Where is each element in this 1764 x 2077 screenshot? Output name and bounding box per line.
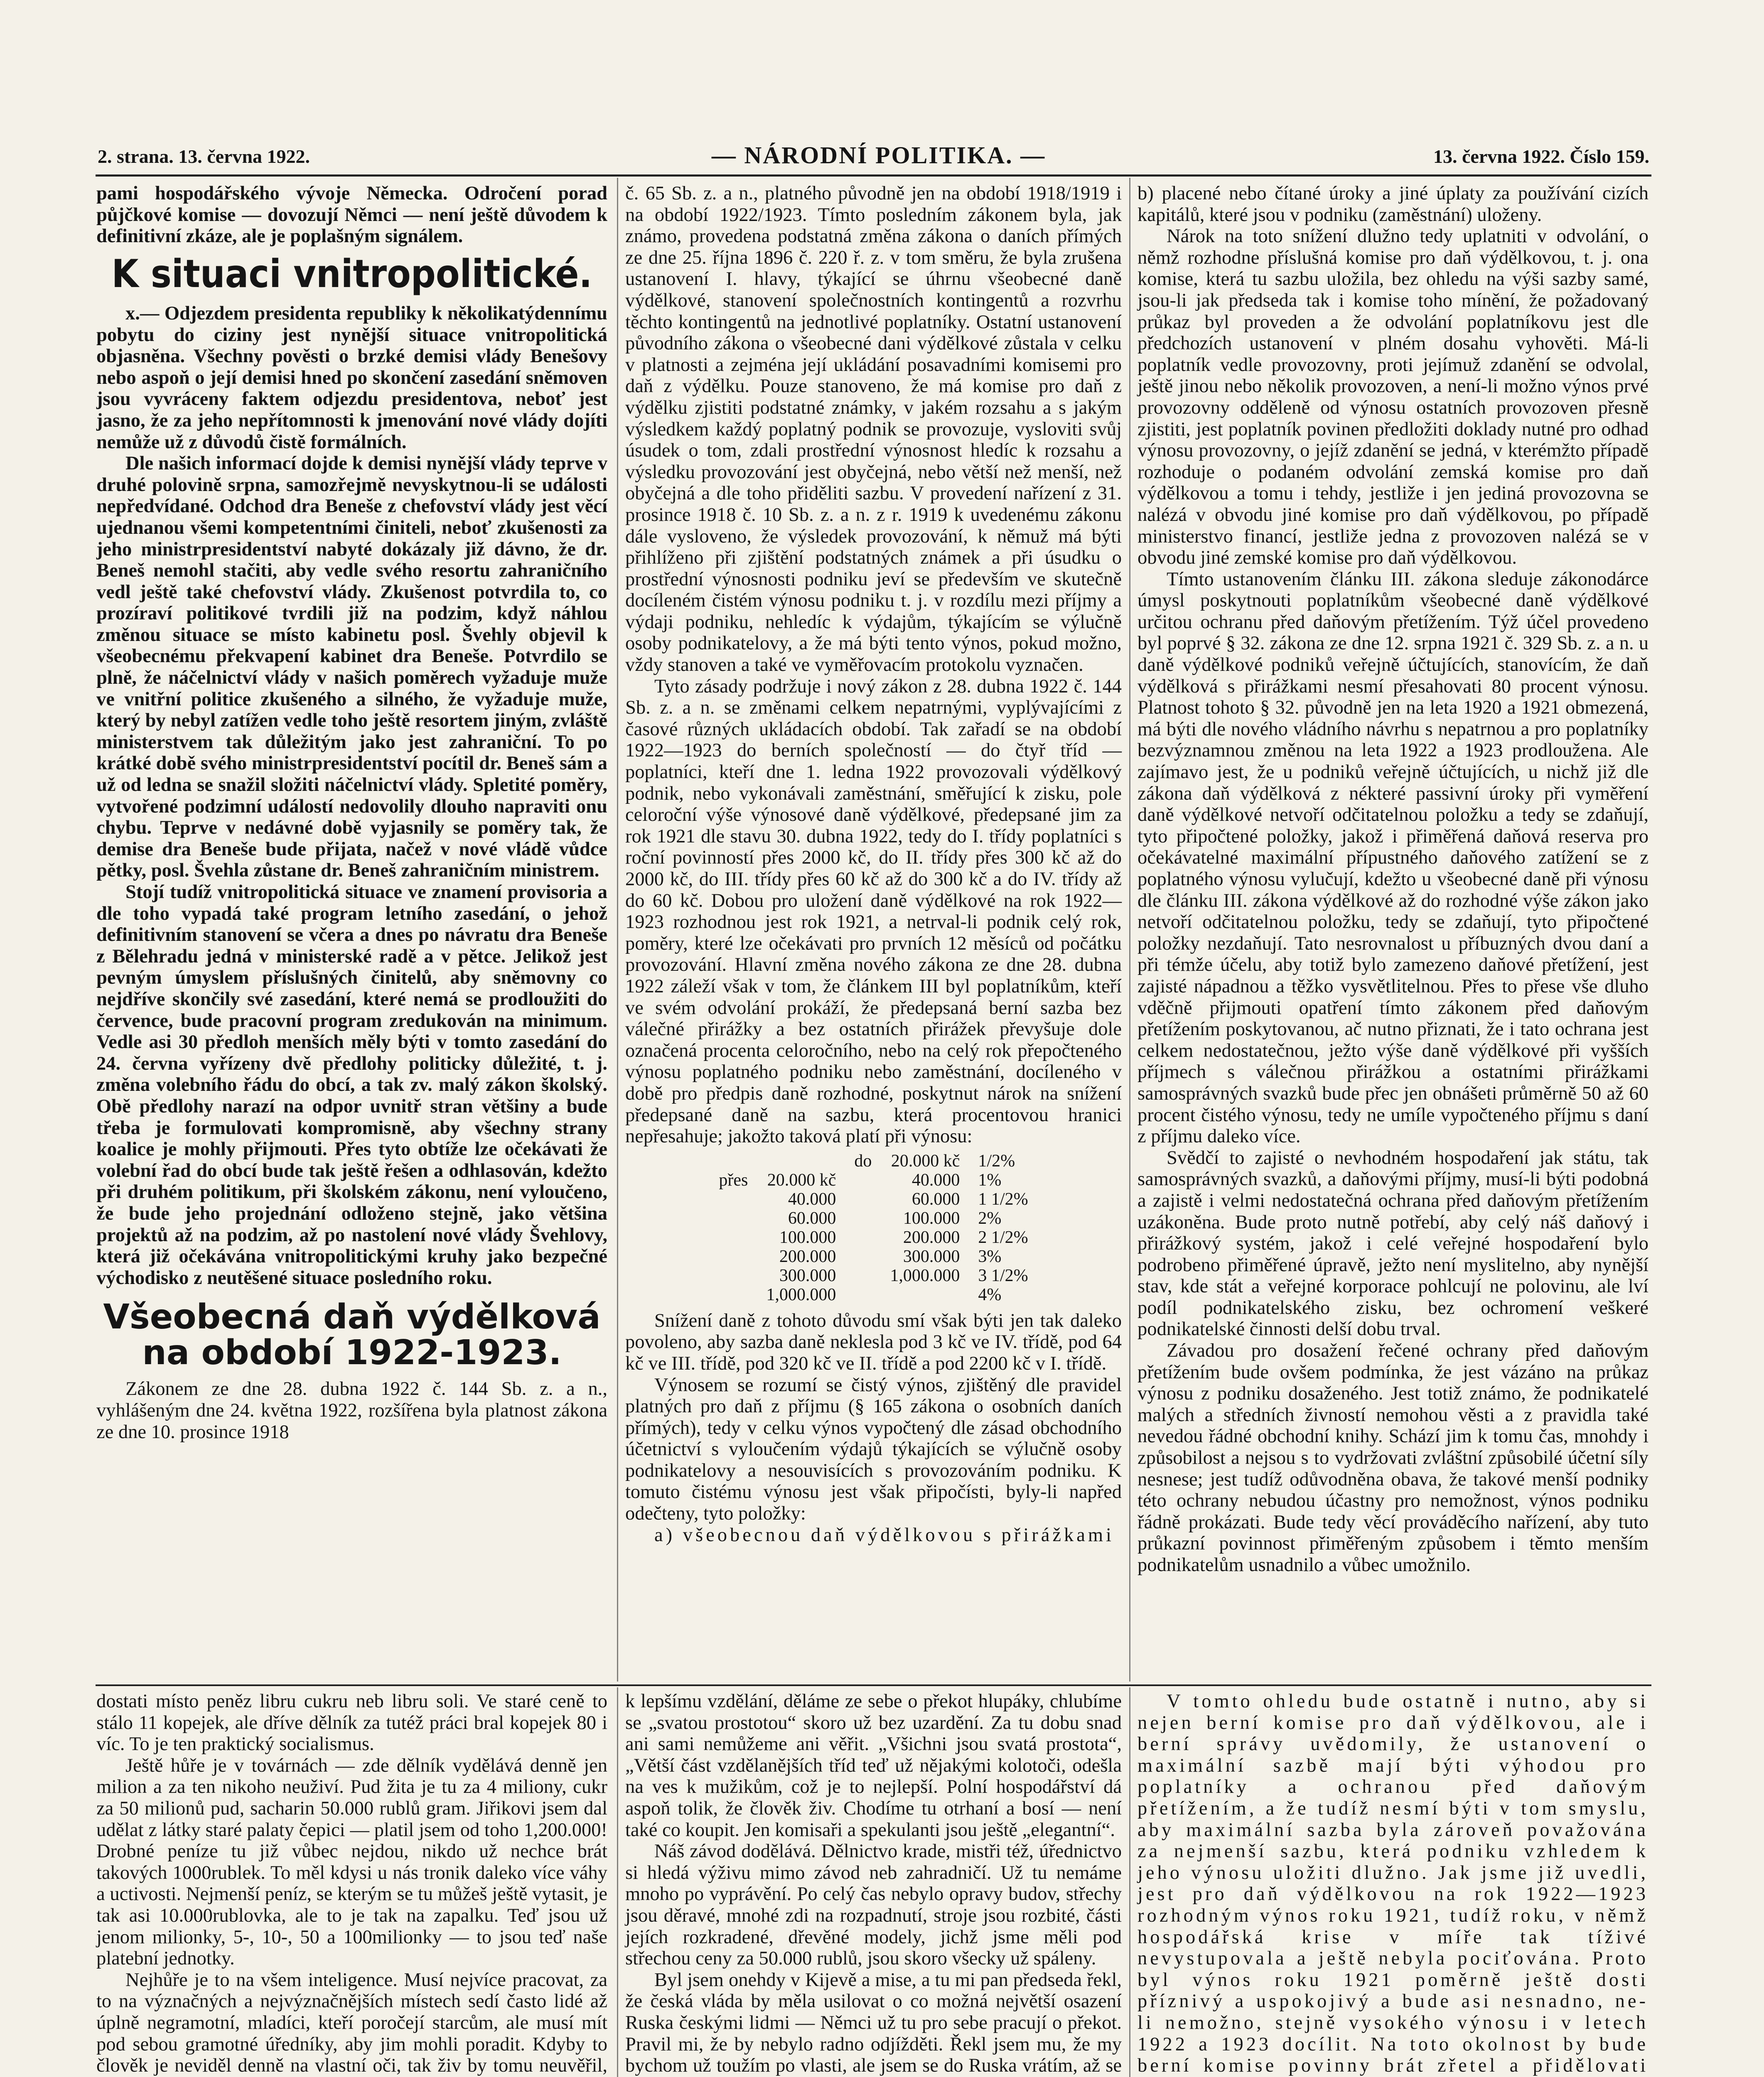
paragraph: Náš závod dodělává. Dělnictvo krade, mistři též, úřednictvo si hledá výživu mimo závod neb zahradničí. Už tu nemáme mnoho po vyprávění. Po celý čas nebylo opravy budov, střechy jsou děravé, mnohé zdi na rozpadnutí, stroje jsou rozbité, části jejích rozkradené, dřevěné modely, jichž jsme měli pod střechou ceny za 50.000 rublů, jsou skoro všecky už spáleny. — [625, 1841, 1122, 1969]
rate-cell — [710, 1209, 757, 1228]
rate-row — [710, 1190, 1037, 1209]
paragraph: Stojí tudíž vnitropolitická situace ve znamení provisoria a dle toho vypadá také program letního zasedání, o jehož definitivním stanovení se včera a dnes po návratu dra Beneše z Bělehradu jedná v ministerské radě a v pětce. Jelikož jest pevným úmyslem příslušných činitelů, aby sněmovny co nejdříve skončily své zasedání, které nemá se prodloužiti do července, bude pracovní program zredukován na minimum. Vedle asi 30 předloh menších měly býti v tomto zasedání do 24. června vyřízeny dvě předlohy politicky důležité, t. j. změna volebního řádu do obcí, a tak zv. malý zákon školský. Obě předlohy narazí na odpor uvnitř stran většiny a bude třeba je formulovati kompromisně, aby všechny strany koalice je mohly přijmouti. Přes tyto obtíže lze očekávati že volební řad do obcí bude tak ještě řešen a odhlasován, kdežto při druhém politikum, při školském zákonu, není vyloučeno, že bude jeho projednání odloženo stejně, jako většina projektů až na podzim, až po nastolení nové vlády Švehlovy, která již očekávána vnitropolitickými kruhy jako bezpečné východisko z neutěšené situace posledního roku. — [96, 881, 607, 1289]
rate-cell — [757, 1151, 845, 1171]
paragraph: Tyto zásady podržuje i nový zákon z 28. dubna 1922 č. 144 Sb. z. a n. se změnami celkem nepatrnými, vyplývajícími z časové různých ukládacích období. Tak zařadí se na období 1922—1923 do berních společností — do čtyř tříd — poplatníci, kteří dne 1. ledna 1922 provozovali výdělkový podnik, nebo vykonávali zaměstnání, směřující k zisku, pole celoroční výše výnosové daně výdělkové, předepsané jim za rok 1921 dle stavu 30. dubna 1922, tedy do I. třídy poplatníci s roční povinností přes 2000 kč, do II. třídy přes 300 kč až do 2000 kč, do III. třídy přes 60 kč až do 300 kč a do IV. třídy až do 60 kč. Dobou pro uložení daně výdělkové na rok 1922—1923 rozhodnou jest rok 1921, a netrval-li podnik celý rok, poměry, které lze očekávati pro prvních 12 měsíců od počátku provozování. Hlavní změna nového zákona ze dne 28. dubna 1922 záleží však v tom, že článkem III byl poplatníkům, kteří ve svém odvolání prokáží, že předepsaná berní sazba bez válečné přirážky a bez ostatních přirážek převyšuje dole označená procenta celoročního, nebo na celý rok přepočteného výnosu poplatného podniku nebo zaměstnání, docíleného v době pro předpis daně rozhodné, poskytnut nárok na snížení předepsané daně na sazbu, která procentovou hranici nepřesahuje; jakožto taková platí při výnosu: — [625, 675, 1122, 1147]
rate-cell: 300.000 — [779, 1266, 836, 1285]
paragraph: Snížení daně z tohoto důvodu smí však býti jen tak daleko povoleno, aby sazba daně neklesla pod 3 kč ve IV. třídě, pod 64 kč ve III. třídě, pod 320 kč ve II. třídě a pod 2200 kč v I. třídě. — [625, 1310, 1122, 1374]
rate-cell: 100.000 — [779, 1228, 836, 1247]
rate-cell — [845, 1247, 881, 1266]
rate-cell — [845, 1209, 881, 1228]
paragraph: č. 65 Sb. z. a n., platného původně jen na období 1918/1919 i na období 1922/1923. Tímto posledním zákonem byla, jak známo, provedena podstatná změna zákona o daních přímých ze dne 25. října 1896 č. 220 ř. z. v tom směru, že byla zrušena ustanovení I. hlavy, týkající se úhrnu všeobecné daně výdělkové, stanovení společnostních kontingentů a rozvrhu těchto kontingentů na jednotlivé poplatníky. Ostatní ustanovení původního zákona o všeobecné dani výdělkové zůstala v celku v platnosti a zejména její ukládání posavadními komisemi pro daň z výdělku. Pouze stanoveno, že má komise pro daň z výdělku zjistiti podstatné známky, v jakém rozsahu a s jakým výsledkem každý poplatný podnik se provozuje, vysloviti svůj úsudek o tom, zdali prostřední výnosnost hledíc k rozsahu a výsledku provozování jest obyčejná, nebo větší než menší, než obyčejná a dle toho přiděliti sazbu. V provedení nařízení z 31. prosince 1918 č. 10 Sb. z. a n. z r. 1919 k uvedenému zákonu dále vysloveno, že výsledek provozování, k němuž má býti přihlíženo při zjištění podstatných známek a při úsudku o prostřední výnosnosti podniku jeví se především ve skutečně docíleném čistém výnosu podniku t. j. v rozdílu mezi příjmy a výdaji podniku, nehledíc k výdajům, týkajícím se výlučně osoby podnikatelovy, a že má býti tento výnos, pokud možno, vždy stanoven a také ve vyměřovacím protokolu vyznačen. — [625, 183, 1122, 676]
rate-cell: 2% — [978, 1208, 1002, 1228]
intro-paragraph: pami hospodářského vývoje Německa. Odročení porad půjčkové komise — dovozují Němci — není ještě důvodem k definitivní zkáze, ale je poplašným signálem. — [96, 183, 607, 247]
rate-cell: 40.000 — [911, 1170, 960, 1190]
rate-cell: přes — [719, 1170, 748, 1190]
page-header — [98, 141, 1649, 173]
column-divider — [1129, 1687, 1130, 2077]
paragraph: Nárok na toto snížení dlužno tedy uplatniti v odvolání, o němž rozhodne příslušná komise pro daň výdělkovou, t. j. ona komise, která tu sazbu uložila, bez ohledu na výši sazby samé, jsou-li jak předseda tak i komise toho mínění, že požadovaný průkaz byl proveden a že odvolání poplatníkovu jest dle předchozích ustanovení v plném dosahu vyhověti. Má-li poplatník vedle provozovny, proti jejímuž zdanění se odvolal, ještě jinou nebo několik provozoven, a není-li možno výnos prvé provozovny odděleně od výnosu ostatních provozoven přesně zjistiti, jest poplatník povinen předložiti doklady nutné pro odhad výnosu provozovny, o jejíž zdanění se jedná, v kterémžto případě rozhoduje o podaném odvolání zemská komise pro daň výdělkovou a tomu i tehdy, jestliže i jen jediná provozovna se nalézá v obvodu jiné komise pro daň výdělkovou, po případě ministerstvo financí, jestliže jedna z provozoven nalézá se v obvodu jiné zemské komise pro daň výdělkovou. — [1138, 226, 1649, 569]
rate-cell — [710, 1190, 757, 1209]
rate-cell: 1/2% — [978, 1151, 1015, 1171]
column-3-upper — [1138, 183, 1649, 1576]
column-1-upper — [96, 183, 607, 1443]
rate-cell — [845, 1190, 881, 1209]
section-rule — [96, 1684, 1651, 1686]
paragraph: dostati místo peněz libru cukru neb libru soli. Ve staré ceně to stálo 11 kopejek, ale dříve dělník za tutéž práci bral kopejek 80 i víc. To je ten praktický socialismus. — [96, 1691, 607, 1755]
column-divider — [617, 178, 618, 1682]
rate-cell: 60.000 — [911, 1189, 960, 1209]
headline-politics: K situaci vnitropolitické. — [111, 251, 592, 296]
column-divider — [617, 1687, 618, 2077]
column-1-lower — [96, 1691, 607, 2077]
masthead: — NÁRODNÍ POLITIKA. — — [711, 142, 1046, 169]
rate-cell — [710, 1266, 757, 1285]
rate-cell — [881, 1285, 969, 1304]
rate-cell: 20.000 kč — [767, 1170, 836, 1190]
rate-cell: 20.000 kč — [891, 1151, 960, 1171]
rate-cell — [845, 1171, 881, 1190]
rate-cell — [845, 1228, 881, 1247]
rate-row — [710, 1228, 1037, 1247]
header-rule — [96, 174, 1651, 177]
paragraph: Svědčí to zajisté o nevhodném hospodaření jak státu, tak samosprávných svazků, a daňovými příjmy, musí-li býti podobná a zajistě i velmi nedostatečná ochrana před daňovým přetížením uzákoněna. Bude proto nutně potřebí, aby celý náš daňový i přirážkový systém, jakož i celé veřejné hospodaření bylo podrobeno přiměřené úpravě, ježto není myslitelno, aby nynější stav, kde stát a veřejné korporace pohlcují ne polovinu, ale lví podíl podnikatelského zisku, bez ochromení veškeré podnikatelské činnosti delší dobu trval. — [1138, 1147, 1649, 1340]
column-divider — [1129, 178, 1130, 1682]
rate-row — [710, 1151, 1037, 1171]
rate-cell: 4% — [978, 1285, 1002, 1304]
rate-cell — [845, 1266, 881, 1285]
headline-tax: Všeobecná daň výdělková na období 1922-1923. — [103, 1297, 601, 1373]
rate-cell: do — [854, 1151, 872, 1171]
rate-cell — [845, 1285, 881, 1304]
rate-cell: 1% — [978, 1170, 1002, 1190]
paragraph: Ještě hůře je v továrnách — zde dělník vydělává denně jen milion a za ten nikoho neuživí. Pud žita je tu za 4 miliony, cukr za 50 milionů pud, sacharin 50.000 rublů gram. Jiřikovi jsem dal udělat z látky staré palaty čepici — platil jsem od toho 1,200.000! Drobné peníze tu již vůbec nejdou, nikdo už nechce brát takových 1000rublek. To měl kdysi u nás tronik daleko více váhy a uctivosti. Nejmenší peníz, se kterým se tu můžeš ještě vytasit, je tak asi 10.000rublovka, ale to je tak na zapalku. Teď jsou už jenom milionky, 5-, 10-, 50 a 100milionky — to jsou teď naše platební jednotky. — [96, 1755, 607, 1969]
rate-cell — [710, 1151, 757, 1171]
rate-cell: 3% — [978, 1247, 1002, 1266]
column-2-upper — [625, 183, 1122, 1546]
rate-cell: 2 1/2% — [978, 1228, 1028, 1247]
rate-cell — [710, 1285, 757, 1304]
rate-row — [710, 1209, 1037, 1228]
rate-cell: 200.000 — [779, 1247, 836, 1266]
rate-row — [710, 1247, 1037, 1266]
paragraph: Dle našich informací dojde k demisi nynější vlády teprve v druhé polovině srpna, samozřejmě nevyskytnou-li se události nepředvídané. Odchod dra Beneše z chefovství vlády jest věcí ujednanou všemi kompetentními činiteli, neboť zkušenosti za jeho ministrpresidentství nabyté dokázaly již dávno, že dr. Beneš nemohl stačiti, aby vedle svého resortu zahraničního vedl ještě také chefovství vlády. Zkušenost potvrdila to, co prozíraví politikové tvrdili již na podzim, když náhlou změnou situace se místo kabinetu posl. Švehly objevil k všeobecnému překvapení kabinet dra Beneše. Potvrdilo se plně, že náčelnictví vlády v našich poměrech vyžaduje muže ve vnitřní politice zkušeného a silného, že vyžaduje muže, který by nebyl zatížen vedle toho ještě resortem jiným, zvláště ministerstvem tak důležitým jako jest zahraniční. To po krátké době svého ministrpresidentství pocítil dr. Beneš sám a už od ledna se snažil složiti náčelnictví vlády. Spletité poměry, vytvořené podzimní událostí nedovolily dlouho napraviti onu chybu. Teprve v nedávné době vyjasnily se poměry tak, že demise dra Beneše bude přijata, načež v nové vládě vůdce pětky, posl. Švehla zůstane dr. Beneš zahraničním ministrem. — [96, 453, 607, 881]
paragraph: Závadou pro dosažení řečené ochrany před daňovým přetížením bude ovšem podmínka, že jest vázáno na průkaz výnosu z podniku dosaženého. Jest totiž známo, že podnikatelé malých a středních živností nemohou věsti a z pravidla také nevedou řádné obchodní knihy. Schází jim k tomu čas, mnohdy i způsobilost a nejsou s to vydržovati zvláštní způsobilé účetní síly nesnese; jest tudíž odůvodněna obava, že takové menší podniky této ochrany nebudou účastny pro nemožnost, výnos podniku řádně prokázati. Bude tedy věcí prováděcího nařízení, aby tuto průkazní povinnost přiměřeným způsobem i těmto menším podnikatelům usnadnilo a vůbec umožnilo. — [1138, 1340, 1649, 1576]
rate-row — [710, 1285, 1037, 1304]
paragraph: V tomto ohledu bude ostatně i nutno, aby si nejen berní komise pro daň výdělkovou, ale i berní správy uvědomily, že ustanovení o maximální sazbě mají býti výhodou pro poplatníky a ochranou před daňovým přetížením, a že tudíž nesmí býti v tom smyslu, aby maximální sazba byla zároveň považována za nejmenší sazbu, která podniku vzhledem k jeho výnosu uložiti dlužno. Jak jsme již uvedli, jest pro daň výdělkovou na rok 1922—1923 rozhodným výnos roku 1921, tudíž roku, v němž hospodářská krise v míře tak tíživé nevystupovala a ještě nebyla pociťována. Proto byl výnos roku 1921 poměrně ještě dosti příznivý a uspokojivý a bude asi nesnadno, ne-li nemožno, stejně vysokého výnosu i v letech 1922 a 1923 docílit. Na toto okolnost by bude berní komise povinny brát zřetel a přidělovati — [1138, 1691, 1649, 2077]
rate-cell: 100.000 — [903, 1208, 960, 1228]
rate-cell: 60.000 — [788, 1208, 836, 1228]
page-date-right: 13. června 1922. Číslo 159. — [1433, 146, 1649, 167]
rate-cell: 1 1/2% — [978, 1189, 1028, 1209]
paragraph: Zákonem ze dne 28. dubna 1922 č. 144 Sb. z. a n., vyhlášeným dne 24. května 1922, rozšířena byla platnost zákona ze dne 10. prosince 1918 — [96, 1378, 607, 1443]
paragraph: Nejhůře je to na všem inteligence. Musí nejvíce pracovat, za to na význačných a nejvýznačnějších místech sedí často lidé až úplně negramotní, mladíci, kteří poročejí starcům, ale musí mít pod sebou gramotné úředníky, aby jim mohli poradit. Kdyby to člověk je neviděl denně na vlastní oči, tak živ by tomu neuvěřil, — [96, 1969, 607, 2077]
rate-cell: 3 1/2% — [978, 1266, 1028, 1285]
rate-cell: 300.000 — [903, 1247, 960, 1266]
page-date-left: 2. strana. 13. června 1922. — [98, 146, 310, 167]
paragraph: b) placené nebo čítané úroky a jiné úplaty za používání cizích kapitálů, které jsou v podniku (zaměstnání) uloženy. — [1138, 183, 1649, 226]
paragraph: a) všeobecnou daň výdělkovou s přirážkami — [654, 1524, 1114, 1546]
paragraph: Tímto ustanovením článku III. zákona sleduje zákonodárce úmysl poskytnouti poplatníkům všeobecné daně výdělkové určitou ochranu před daňovým přetížením. Týž účel provedeno byl poprvé § 32. zákona ze dne 12. srpna 1921 č. 329 Sb. z. a n. u daně výdělkové podniků veřejně účtujících, stanovícím, že daň výdělková s přirážkami nesmí přesahovati 80 procent výnosu. Platnost tohoto § 32. původně jen na leta 1920 a 1921 obmezená, má býti dle nového vládního návrhu s nepatrnou a pro poplatníky bezvýznamnou změnou na leta 1922 a 1923 prodloužena. Ale zajímavo jest, že u podniků veřejně účtujících, u nichž již dle zákona daň výdělková z nékteré passivní úroky při vyměření daně výdělkové netvoří odčitatelnou položku a tedy se zdaňují, tyto připočtené položky, jakož i přiměřená daňová reserva pro očekávatelné maximální přípustného daňového zatížení se z poplatného výnosu vylučují, kdežto u všeobecné daně při výnosu dle článku III. zákona výdělkové až do rozhodné výše zákon jako netvoří odčitatelnou položku, tedy se zdaňují, tyto připočtené položky nezdaňují. Tato nesrovnalost u příbuzných dvou daní a při témže účelu, aby totiž bylo zamezeno daňové přetížení, jest zajisté nápadnou a těžko vysvětlitelnou. Přes to přese vše dluho vděčně přijmouti opatření tímto zákonem před daňovým přetížením poskytovanou, ač nutno přiznati, že i tato ochrana jest celkem nedostatečnou, ježto výše daně výdělkové při vyšších příjmech s válečnou přirážkou a ostatními přirážkami samosprávných svazků bude přec jen obnášeti průměrně 50 až 60 procent čistého výnosu, tedy ne umíle vypočteného příjmu s daní z příjmu daleko více. — [1138, 568, 1649, 1147]
column-2-lower — [625, 1691, 1122, 2077]
rate-cell — [710, 1228, 757, 1247]
rate-cell: 1,000.000 — [766, 1285, 836, 1304]
paragraph: x.— Odjezdem presidenta republiky k několikatýdennímu pobytu do ciziny jest nynější situace vnitropolitická objasněna. Všechny pověsti o brzké demisi vlády Benešovy nebo aspoň o její demisi hned po skončení zasedání sněmoven jsou vyvráceny faktem odjezdu presidentova, neboť jest jasno, že za jeho nepřítomnosti k jmenování nové vlády dojíti nemůže už z důvodů čistě formálních. — [96, 302, 607, 453]
rate-cell: 1,000.000 — [890, 1266, 960, 1285]
paragraph: Byl jsem onehdy v Kijevě a mise, a tu mi pan předseda řekl, že česká vláda by měla usilovat o co možná největší osazení Ruska českými lidmi — Němci už tu pro sebe pracují o překot. Pravil mi, že by nebylo radno odjížděti. Řekl jsem mu, že my bychom už toužím po vlasti, ale jsem se do Ruska vrátím, až se — [625, 1969, 1122, 2077]
rate-cell — [710, 1247, 757, 1266]
rate-table — [710, 1151, 1037, 1304]
rate-row — [710, 1266, 1037, 1285]
rate-cell: 40.000 — [788, 1189, 836, 1209]
rate-row — [710, 1171, 1037, 1190]
paragraph: Výnosem se rozumí se čistý výnos, zjištěný dle pravidel platných pro daň z příjmu (§ 165 zákona o osobních daních přímých), tedy v celku výnos vypočtený dle zásad obchodního účetnictví s vyloučením výdajů týkajících se výlučně osoby podnikatelovy a nesouvisících s provozováním podniku. K tomuto čistému výnosu jest však připočísti, byly-li napřed odečteny, tyto položky: — [625, 1374, 1122, 1525]
rate-cell: 200.000 — [903, 1228, 960, 1247]
paragraph: k lepšímu vzdělání, děláme ze sebe o překot hlupáky, chlubíme se „svatou prostotou“ skoro už bez uzardění. Za tu dobu snad ani sami nemůžeme ani věřit. „Všichni jsou svatá prostota“, „Větší část vzdělanějších tříd teď už nějakými kolotoči, odešla na ves k mužikům, což je to nejlepší. Polní hospodářství dá aspoň tolik, že člověk živ. Chodíme tu otrhaní a bosí — není také co koupit. Jen komisaři a spekulanti jsou ještě „elegantní“. — [625, 1691, 1122, 1841]
column-3-lower — [1138, 1691, 1649, 2077]
